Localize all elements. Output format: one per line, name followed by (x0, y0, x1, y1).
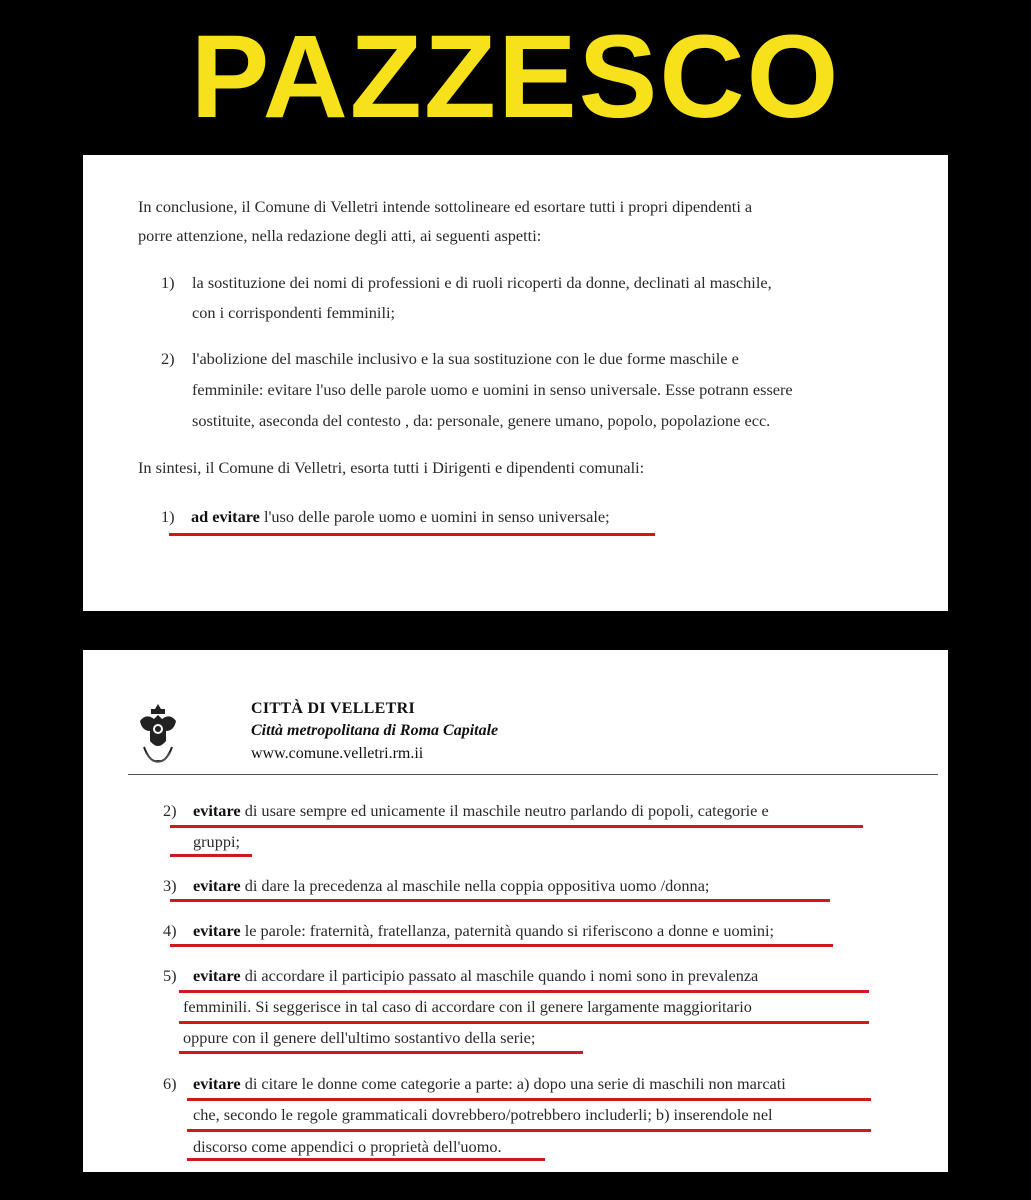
directive-line (193, 921, 774, 941)
directive-line (193, 876, 709, 896)
list-item-line: l'abolizione del maschile inclusivo e la sua sostituzione con le due forme maschile e (192, 349, 739, 368)
list-item-line: la sostituzione dei nomi di professioni e di ruoli ricoperti da donne, declinati al maschile, (192, 273, 772, 292)
red-underline (170, 825, 863, 828)
red-underline (187, 1158, 545, 1161)
directive-keyword: evitare (193, 876, 241, 895)
municipality-url: www.comune.velletri.rm.ii (251, 745, 424, 762)
list-item-line: sostituite, aseconda del contesto , da: personale, genere umano, popolo, popolazione ecc. (192, 411, 771, 430)
red-underline (179, 1021, 869, 1024)
list-number: 6) (163, 1074, 177, 1093)
intro-line: porre attenzione, nella redazione degli atti, ai seguenti aspetti: (138, 226, 542, 245)
directive-text: di citare le donne come categorie a parte: a) dopo una serie di maschili non marcati (240, 1074, 786, 1093)
red-underline (170, 944, 833, 947)
directive-line: gruppi; (193, 832, 241, 851)
red-underline (169, 533, 655, 536)
directive-line (193, 1074, 786, 1094)
directive-keyword: evitare (193, 1074, 241, 1093)
directive-line: che, secondo le regole grammaticali dovrebbero/potrebbero includerli; b) inserendole nel (193, 1105, 773, 1124)
red-underline (179, 1051, 583, 1054)
red-underline (170, 899, 830, 902)
directive-text: le parole: fraternità, fratellanza, paternità quando si riferiscono a donne e uomini; (240, 921, 775, 940)
header-divider (128, 774, 938, 775)
list-number: 1) (161, 273, 175, 292)
directive-line (193, 966, 758, 986)
list-number: 2) (163, 801, 177, 820)
red-underline (179, 990, 869, 993)
document-excerpt-1 (83, 155, 948, 611)
directive-keyword: evitare (193, 801, 241, 820)
intro-line: In conclusione, il Comune di Velletri intende sottolineare ed esortare tutti i propri dipendenti a (138, 197, 753, 216)
city-crest-icon (136, 701, 180, 773)
directive-text: di accordare il participio passato al maschile quando i nomi sono in prevalenza (240, 966, 759, 985)
list-item-line: con i corrispondenti femminili; (192, 303, 396, 322)
document-excerpt-2 (83, 650, 948, 1172)
list-number: 2) (161, 349, 175, 368)
list-number: 5) (163, 966, 177, 985)
directive-line: femminili. Si seggerisce in tal caso di accordare con il genere largamente maggioritario (183, 997, 752, 1016)
red-underline (187, 1098, 871, 1101)
list-number: 3) (163, 876, 177, 895)
directive-text: di usare sempre ed unicamente il maschile neutro parlando di popoli, categorie e (240, 801, 769, 820)
municipality-subtitle: Città metropolitana di Roma Capitale (251, 722, 499, 739)
headline: PAZZESCO (190, 11, 841, 143)
directive-line (191, 507, 610, 527)
directive-line (193, 801, 769, 821)
summary-line: In sintesi, il Comune di Velletri, esorta tutti i Dirigenti e dipendenti comunali: (138, 458, 645, 477)
red-underline (187, 1129, 871, 1132)
directive-keyword: evitare (193, 966, 241, 985)
list-number: 1) (161, 507, 175, 526)
directive-line: discorso come appendici o proprietà dell'uomo. (193, 1137, 502, 1156)
directive-line: oppure con il genere dell'ultimo sostantivo della serie; (183, 1028, 536, 1047)
list-number: 4) (163, 921, 177, 940)
list-item-line: femminile: evitare l'uso delle parole uomo e uomini in senso universale. Esse potrann essere (192, 380, 793, 399)
directive-text: di dare la precedenza al maschile nella coppia oppositiva uomo /donna; (240, 876, 710, 895)
directive-keyword: evitare (193, 921, 241, 940)
red-underline (170, 854, 252, 857)
municipality-title: CITTÀ DI VELLETRI (251, 700, 415, 717)
directive-keyword: ad evitare (191, 507, 260, 526)
directive-text: l'uso delle parole uomo e uomini in senso universale; (259, 507, 610, 526)
